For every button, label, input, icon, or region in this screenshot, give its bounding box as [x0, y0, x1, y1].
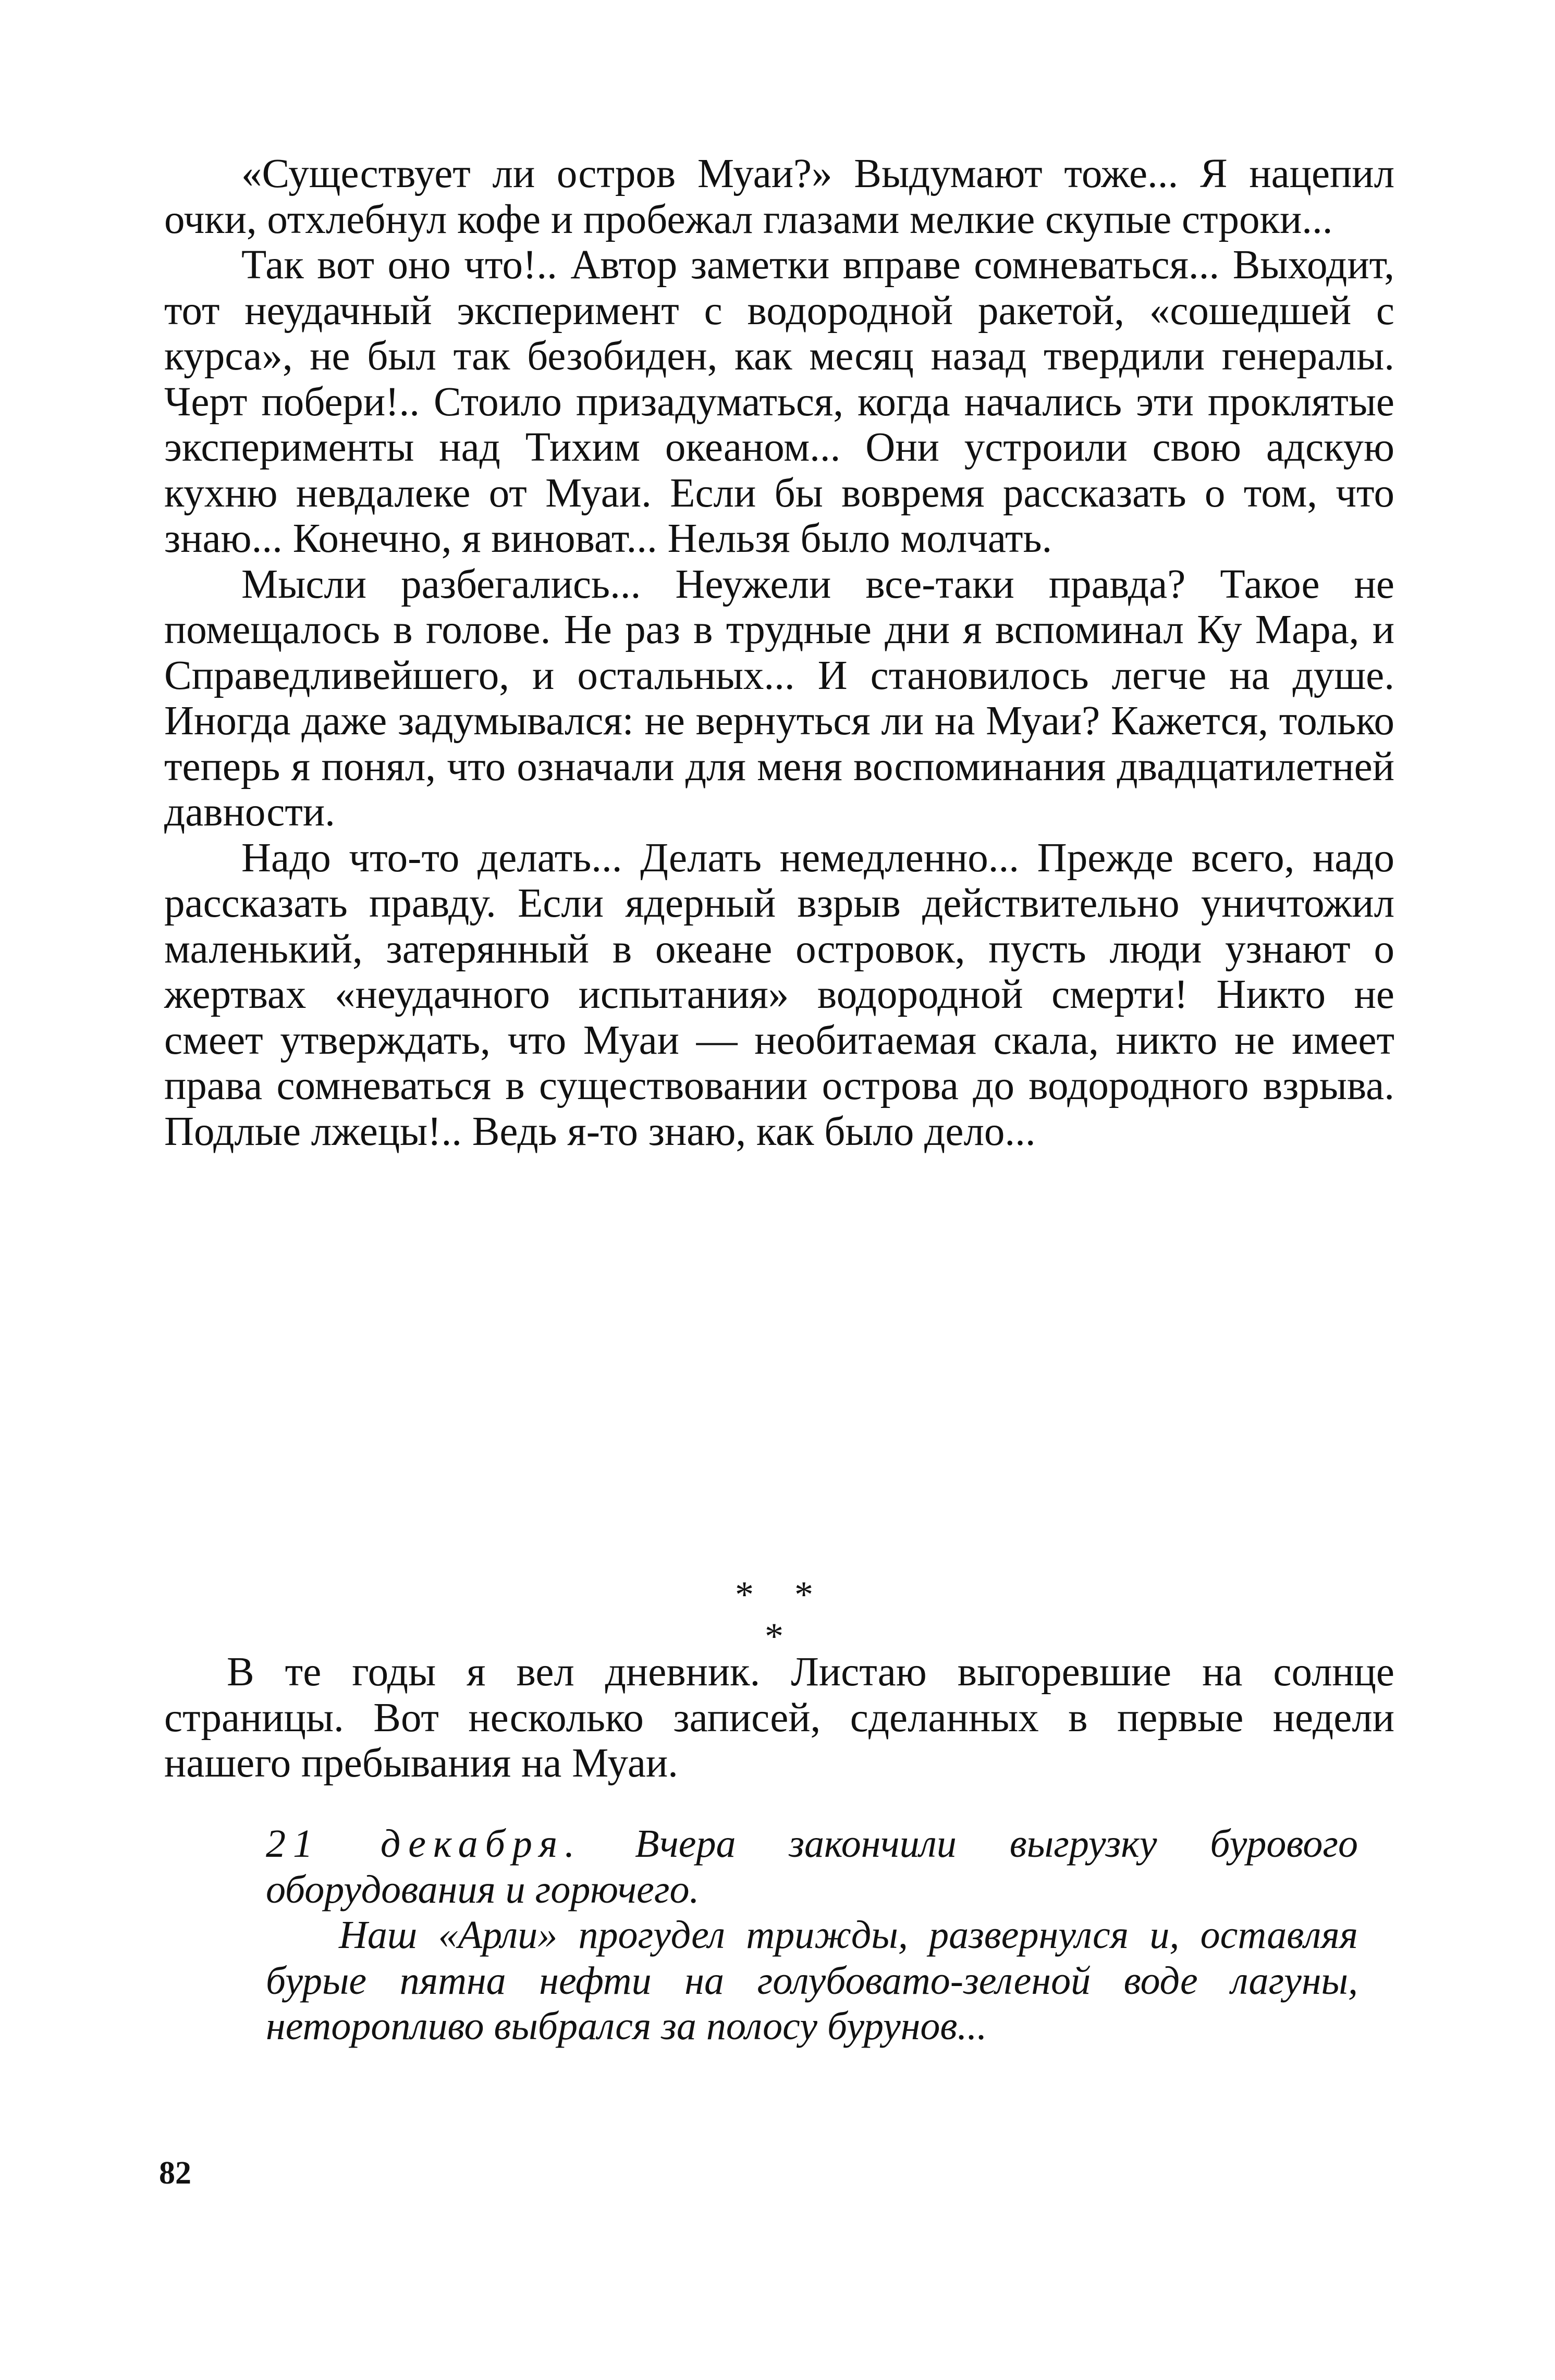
paragraph-3: Мысли разбегались... Неужели все-таки правда? Такое не помещалось в голове. Не раз в трудные дни я вспоминал Ку Мара, и Справедливейшего, и остальных... И становилось легче на душе. Иногда даже задумывался: не вернуться ли на Муаи? Кажется, только теперь я понял, что означали для меня воспоминания двадцатилетней давности.: [164, 561, 1394, 835]
main-text: [164, 151, 1394, 1154]
diary-intro: [164, 1649, 1394, 1786]
diary-excerpt: [266, 1821, 1358, 2050]
diary-entry: [266, 1821, 1358, 1913]
diary-continuation: Наш «Арли» прогудел трижды, развернулся и, оставляя бурые пятна нефти на голубовато-зеленой воде лагуны, неторопливо выбрался за полосу бурунов...: [266, 1913, 1358, 2048]
diary-intro-paragraph: В те годы я вел дневник. Листаю выгоревшие на солнце страницы. Вот несколько записей, сделанных в первые недели нашего пребывания на Муаи.: [164, 1649, 1394, 1786]
paragraph-1: «Существует ли остров Муаи?» Выдумают тоже... Я нацепил очки, отхлебнул кофе и пробежал глазами мелкие скупые строки...: [164, 151, 1394, 242]
section-separator: * * *: [735, 1574, 829, 1657]
page-number: 82: [159, 2155, 191, 2191]
diary-entry-text: Вчера закончили выгрузку бурового оборудования и горючего.: [266, 1822, 1358, 1912]
paragraph-2: Так вот оно что!.. Автор заметки вправе сомневаться... Выходит, тот неудачный эксперимент с водородной ракетой, «сошедшей с курса», не был так безобиден, как месяц назад твердили генералы. Черт побери!.. Стоило призадуматься, когда начались эти проклятые эксперименты над Тихим океаном... Они устроили свою адскую кухню невдалеке от Муаи. Если бы вовремя рассказать о том, что знаю... Конечно, я виноват... Нельзя было молчать.: [164, 242, 1394, 561]
paragraph-4: Надо что-то делать... Делать немедленно... Прежде всего, надо рассказать правду. Если ядерный взрыв действительно уничтожил маленький, затерянный в океане островок, пусть люди узнают о жертвах «неудачного испытания» водородной смерти! Никто не смеет утверждать, что Муаи — необитаемая скала, никто не имеет права сомневаться в существовании острова до водородного взрыва. Подлые лжецы!.. Ведь я-то знаю, как было дело...: [164, 835, 1394, 1154]
diary-entry-date: 21 декабря.: [266, 1822, 582, 1866]
